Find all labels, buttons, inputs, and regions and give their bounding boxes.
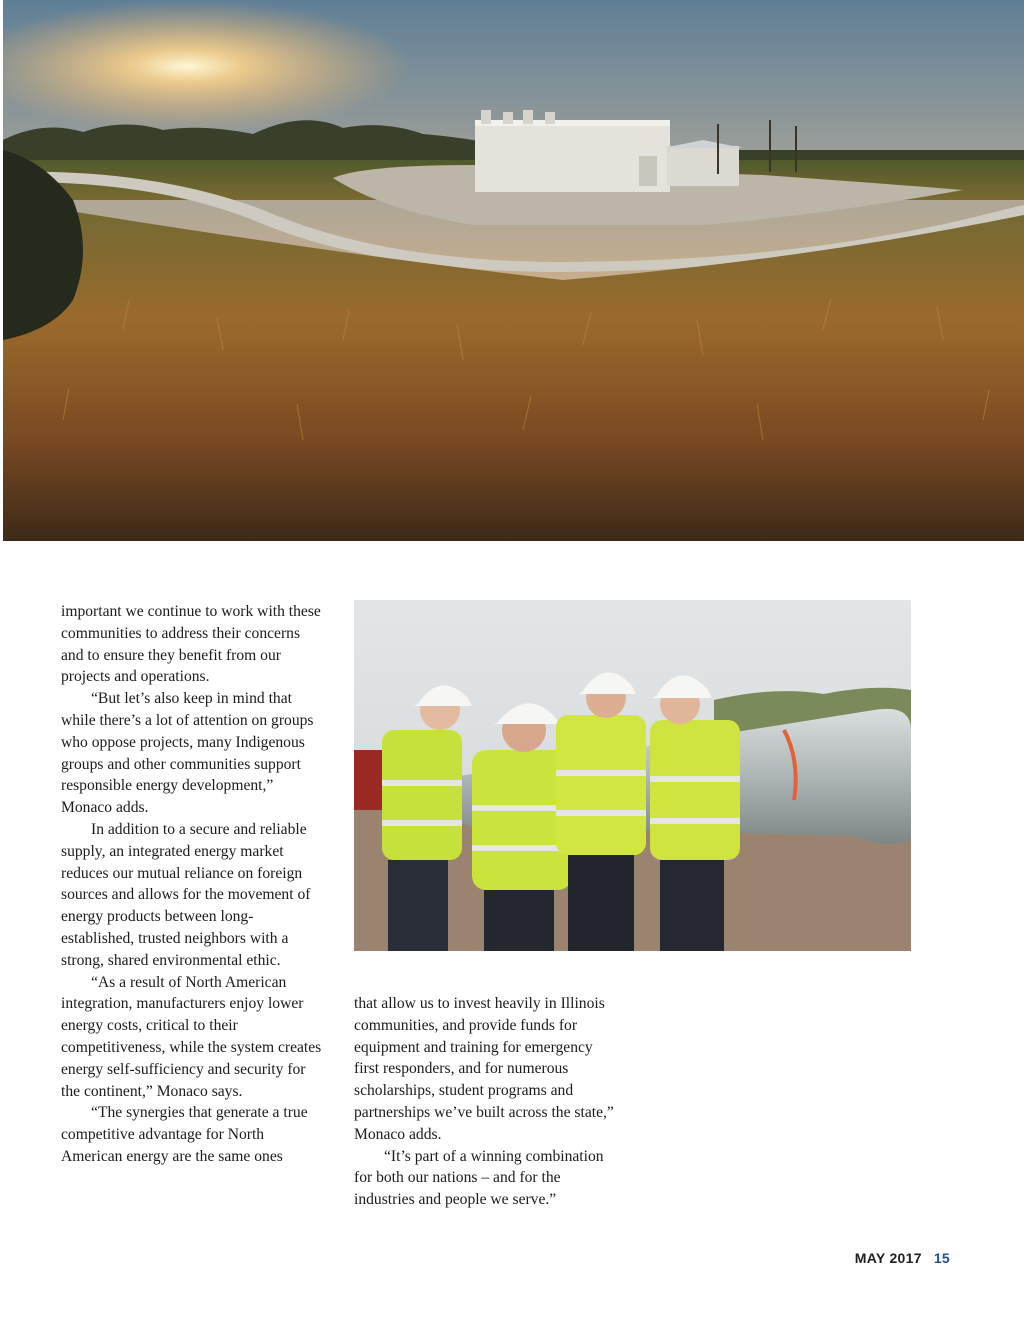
- sunset-prairie-pump-station-photo: [3, 0, 1024, 541]
- article-middle-column: [354, 993, 619, 1211]
- article-left-column: [61, 601, 323, 1168]
- pipeline-crew-hardhats-photo: [354, 600, 911, 951]
- page-number: 15: [933, 1250, 950, 1266]
- page-folio: [855, 1250, 950, 1266]
- paragraph: “The synergies that generate a true competitive advantage for North American energy are the same ones: [61, 1104, 308, 1165]
- hero-photo: [3, 0, 1024, 541]
- paragraph: “But let’s also keep in mind that while there’s a lot of attention on groups who oppose projects, many Indigenous groups and other communities support responsible energy development,” Monaco adds.: [61, 690, 314, 817]
- issue-date: MAY 2017: [854, 1250, 922, 1266]
- crew-photo: [354, 600, 911, 951]
- paragraph: that allow us to invest heavily in Illinois communities, and provide funds for equipment and training for emergency first responders, and for numerous scholarships, student programs and partnerships we’ve built across the state,” Monaco adds.: [354, 995, 614, 1143]
- paragraph: “As a result of North American integration, manufacturers enjoy lower energy costs, critical to their competitiveness, while the system creates energy self-sufficiency and security for the continent,” Monaco says.: [61, 973, 322, 1100]
- paragraph: “It’s part of a winning combination for both our nations – and for the industries and people we serve.”: [354, 1147, 604, 1209]
- paragraph: In addition to a secure and reliable supply, an integrated energy market reduces our mutual reliance on foreign sources and allows for the movement of energy products between long-established, trusted neighbors with a strong, shared environmental ethic.: [61, 820, 311, 969]
- paragraph: important we continue to work with these communities to address their concerns and to ensure they benefit from our projects and operations.: [61, 603, 321, 686]
